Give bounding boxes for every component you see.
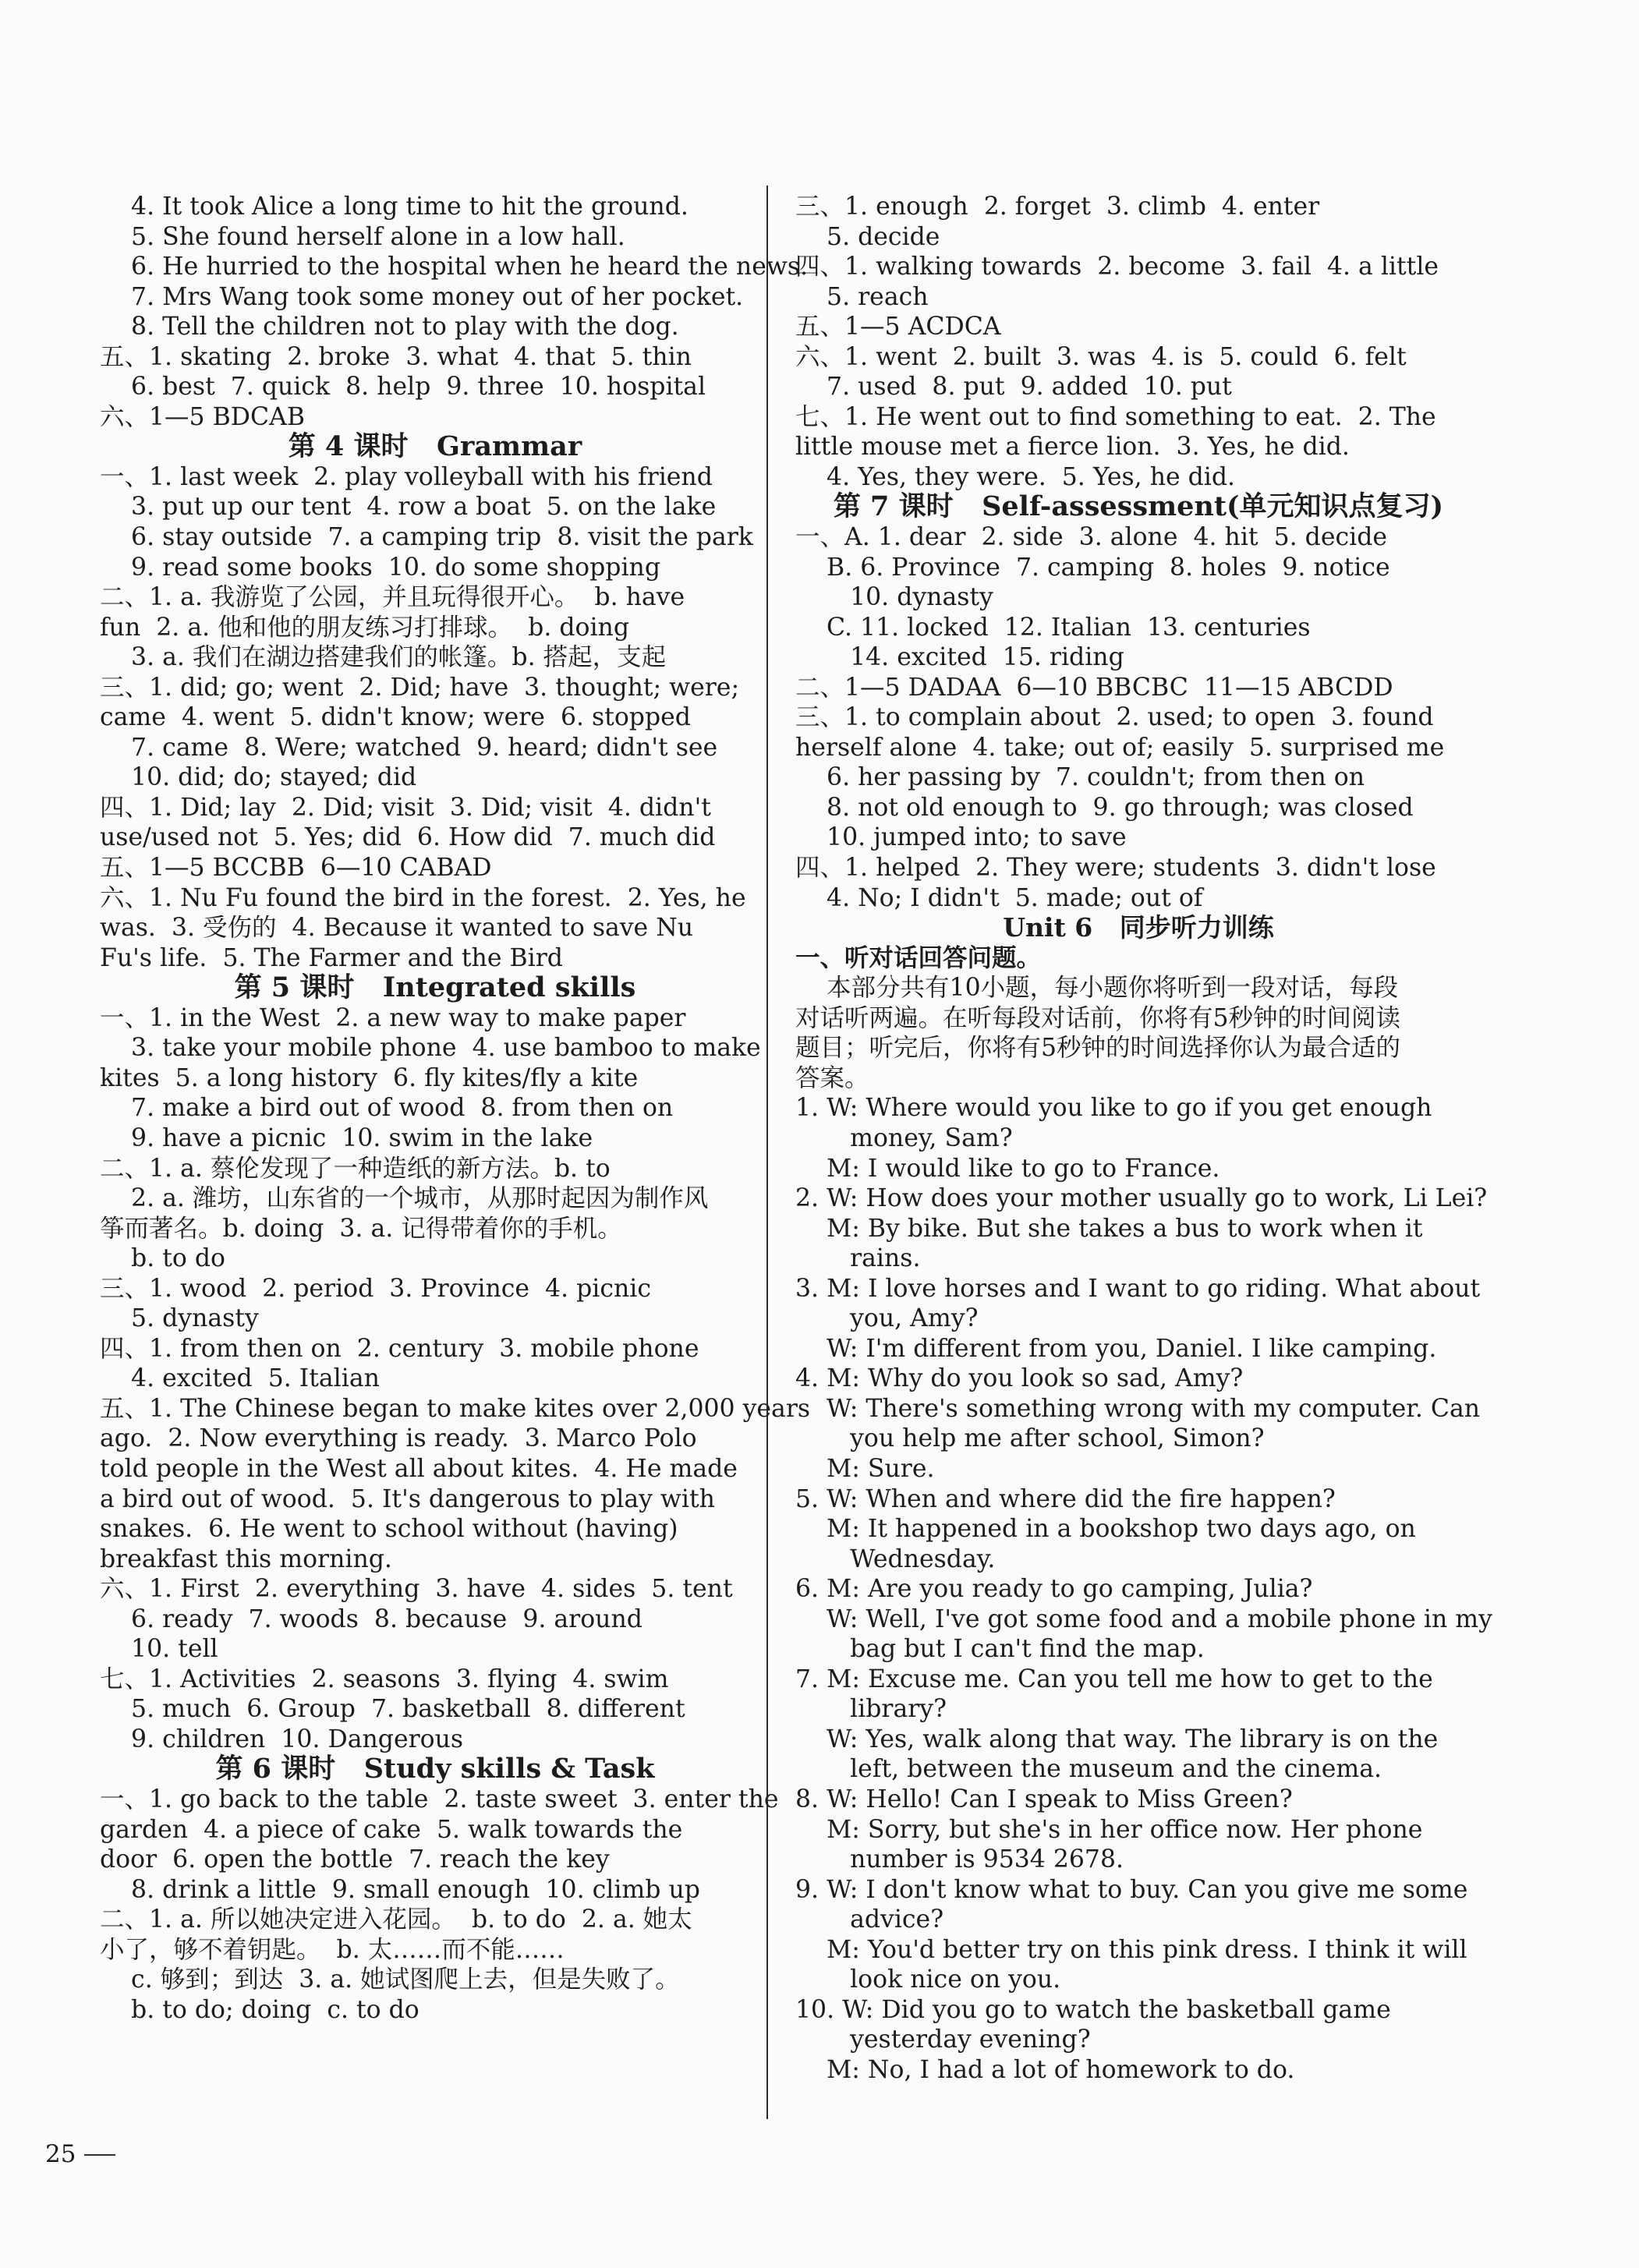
answer-line: you, Amy? bbox=[795, 1304, 979, 1333]
section-heading: 第 5 课时 Integrated skills bbox=[234, 971, 636, 1004]
answer-line: 一、听对话回答问题。 bbox=[795, 943, 1042, 972]
answer-line: 一、A. 1. dear 2. side 3. alone 4. hit 5. decide bbox=[795, 523, 1387, 552]
answer-line: 二、1. a. 所以她决定进入花园。 b. to do 2. a. 她太 bbox=[100, 1905, 692, 1934]
answer-line: 1. W: Where would you like to go if you get enough bbox=[795, 1094, 1432, 1123]
answer-line: 8. not old enough to 9. go through; was closed bbox=[795, 793, 1414, 822]
answer-line: M: It happened in a bookshop two days ago, on bbox=[795, 1515, 1416, 1544]
answer-line: 8. W: Hello! Can I speak to Miss Green? bbox=[795, 1785, 1293, 1813]
answer-line: kites 5. a long history 6. fly kites/fly a kite bbox=[100, 1063, 639, 1092]
answer-line: 三、1. wood 2. period 3. Province 4. picnic bbox=[100, 1274, 652, 1303]
answer-line: 7. make a bird out of wood 8. from then on bbox=[100, 1094, 674, 1123]
left-answer-column bbox=[100, 192, 811, 2025]
answer-line: 四、1. Did; lay 2. Did; visit 3. Did; visit 4. didn't bbox=[100, 793, 711, 822]
answer-line: 6. her passing by 7. couldn't; from then on bbox=[795, 763, 1365, 792]
answer-line: breakfast this morning. bbox=[100, 1544, 392, 1573]
answer-line: 二、1. a. 我游览了公园，并且玩得很开心。 b. have bbox=[100, 583, 685, 612]
answer-line: 二、1. a. 蔡伦发现了一种造纸的新方法。b. to bbox=[100, 1154, 611, 1183]
right-answer-column bbox=[795, 192, 1492, 2085]
answer-line: Wednesday. bbox=[795, 1544, 996, 1573]
answer-line: fun 2. a. 他和他的朋友练习打排球。 b. doing bbox=[100, 613, 630, 642]
answer-line: 6. ready 7. woods 8. because 9. around bbox=[100, 1605, 643, 1633]
answer-line: W: There's something wrong with my computer. Can bbox=[795, 1394, 1481, 1423]
answer-line: a bird out of wood. 5. It's dangerous to play with bbox=[100, 1484, 715, 1513]
answer-line: 四、1. helped 2. They were; students 3. didn't lose bbox=[795, 854, 1436, 883]
answer-line: 本部分共有10小题，每小题你将听到一段对话，每段 bbox=[795, 974, 1399, 1003]
answer-line: 一、1. go back to the table 2. taste sweet 3. enter the bbox=[100, 1785, 779, 1813]
answer-line: M: You'd better try on this pink dress. I think it will bbox=[795, 1935, 1467, 1964]
answer-line: 10. did; do; stayed; did bbox=[100, 763, 417, 792]
answer-line: 7. came 8. Were; watched 9. heard; didn't see bbox=[100, 733, 718, 762]
answer-line: c. 够到；到达 3. a. 她试图爬上去，但是失败了。 bbox=[100, 1965, 680, 1994]
answer-line: 14. excited 15. riding bbox=[795, 643, 1124, 672]
answer-line: garden 4. a piece of cake 5. walk towards the bbox=[100, 1815, 683, 1844]
answer-line: M: By bike. But she takes a bus to work when it bbox=[795, 1214, 1423, 1243]
answer-line: 4. No; I didn't 5. made; out of bbox=[795, 883, 1203, 912]
answer-line: 题目；听完后，你将有5秒钟的时间选择你认为最合适的 bbox=[795, 1034, 1401, 1063]
answer-line: 4. Yes, they were. 5. Yes, he did. bbox=[795, 462, 1236, 491]
answer-line: 5. She found herself alone in a low hall. bbox=[100, 222, 625, 251]
answer-line: 四、1. from then on 2. century 3. mobile phone bbox=[100, 1334, 699, 1363]
answer-line: look nice on you. bbox=[795, 1965, 1061, 1994]
answer-line: M: No, I had a lot of homework to do. bbox=[795, 2055, 1295, 2084]
answer-line: number is 9534 2678. bbox=[795, 1845, 1124, 1874]
answer-line: C. 11. locked 12. Italian 13. centuries bbox=[795, 613, 1311, 642]
answer-line: 10. tell bbox=[100, 1635, 218, 1664]
answer-line: M: Sure. bbox=[795, 1454, 935, 1483]
answer-line: 6. He hurried to the hospital when he heard the news. bbox=[100, 253, 808, 281]
answer-line: 小了，够不着钥匙。 b. 太……而不能…… bbox=[100, 1935, 565, 1964]
answer-line: door 6. open the bottle 7. reach the key bbox=[100, 1845, 610, 1874]
answer-line: M: Sorry, but she's in her office now. Her phone bbox=[795, 1815, 1423, 1844]
answer-line: 六、1. Nu Fu found the bird in the forest. 2. Yes, he bbox=[100, 883, 746, 912]
column-divider bbox=[766, 186, 768, 2119]
answer-line: 五、1. The Chinese began to make kites over 2,000 years bbox=[100, 1394, 811, 1423]
answer-line: ago. 2. Now everything is ready. 3. Marco Polo bbox=[100, 1424, 697, 1453]
answer-line: 一、1. in the West 2. a new way to make paper bbox=[100, 1003, 686, 1032]
answer-line: 三、1. enough 2. forget 3. climb 4. enter bbox=[795, 193, 1320, 221]
answer-line: came 4. went 5. didn't know; were 6. stopped bbox=[100, 703, 691, 732]
answer-line: b. to do; doing c. to do bbox=[100, 1995, 419, 2024]
answer-line: 七、1. Activities 2. seasons 3. flying 4. swim bbox=[100, 1665, 669, 1693]
answer-line: M: I would like to go to France. bbox=[795, 1154, 1220, 1183]
answer-line: 六、1. First 2. everything 3. have 4. sides 5. tent bbox=[100, 1575, 733, 1604]
answer-line: 五、1—5 BCCBB 6—10 CABAD bbox=[100, 854, 492, 883]
answer-line: 三、1. to complain about 2. used; to open 3. found bbox=[795, 703, 1434, 732]
section-heading: 第 6 课时 Study skills & Task bbox=[215, 1753, 655, 1785]
answer-line: 3. take your mobile phone 4. use bamboo to make bbox=[100, 1034, 761, 1063]
answer-line: B. 6. Province 7. camping 8. holes 9. notice bbox=[795, 553, 1390, 582]
answer-line: left, between the museum and the cinema. bbox=[795, 1755, 1382, 1784]
answer-line: use/used not 5. Yes; did 6. How did 7. much did bbox=[100, 823, 716, 852]
answer-line: 8. Tell the children not to play with the dog. bbox=[100, 313, 679, 341]
answer-line: 三、1. did; go; went 2. Did; have 3. thought; were; bbox=[100, 673, 740, 702]
answer-line: you help me after school, Simon? bbox=[795, 1424, 1265, 1453]
answer-line: told people in the West all about kites. 4. He made bbox=[100, 1454, 738, 1483]
answer-line: 6. M: Are you ready to go camping, Julia? bbox=[795, 1575, 1313, 1604]
answer-line: 五、1. skating 2. broke 3. what 4. that 5. thin bbox=[100, 342, 692, 371]
answer-line: 5. reach bbox=[795, 282, 929, 311]
section-heading: 第 4 课时 Grammar bbox=[288, 430, 582, 463]
answer-line: yesterday evening? bbox=[795, 2026, 1091, 2054]
answer-line: snakes. 6. He went to school without (having) bbox=[100, 1515, 678, 1544]
answer-line: 8. drink a little 9. small enough 10. climb up bbox=[100, 1875, 700, 1904]
answer-line: little mouse met a fierce lion. 3. Yes, he did. bbox=[795, 433, 1350, 462]
answer-line: 7. Mrs Wang took some money out of her pocket. bbox=[100, 282, 744, 311]
answer-line: 3. put up our tent 4. row a boat 5. on the lake bbox=[100, 493, 717, 522]
answer-line: 7. used 8. put 9. added 10. put bbox=[795, 373, 1232, 402]
answer-line: 3. a. 我们在湖边搭建我们的帐篷。b. 搭起，支起 bbox=[100, 643, 667, 672]
answer-line: Fu's life. 5. The Farmer and the Bird bbox=[100, 943, 563, 972]
section-heading: 第 7 课时 Self-assessment(单元知识点复习) bbox=[833, 490, 1444, 523]
answer-line: advice? bbox=[795, 1905, 944, 1934]
answer-line: 4. It took Alice a long time to hit the ground. bbox=[100, 193, 689, 221]
answer-line: bag but I can't find the map. bbox=[795, 1635, 1205, 1664]
answer-line: herself alone 4. take; out of; easily 5. surprised me bbox=[795, 733, 1445, 762]
answer-line: W: Yes, walk along that way. The library is on the bbox=[795, 1725, 1439, 1753]
answer-line: 2. a. 潍坊，山东省的一个城市，从那时起因为制作风 bbox=[100, 1184, 709, 1213]
page-number: 25 bbox=[45, 2140, 76, 2168]
answer-line: rains. bbox=[795, 1244, 921, 1273]
answer-line: 5. W: When and where did the fire happen? bbox=[795, 1484, 1336, 1513]
answer-line: W: Well, I've got some food and a mobile phone in my bbox=[795, 1605, 1492, 1633]
answer-line: 10. dynasty bbox=[795, 583, 993, 612]
answer-line: b. to do bbox=[100, 1244, 226, 1273]
answer-line: 六、1—5 BDCAB bbox=[100, 402, 305, 431]
answer-line: money, Sam? bbox=[795, 1123, 1013, 1152]
answer-line: 10. jumped into; to save bbox=[795, 823, 1127, 852]
answer-line: 4. excited 5. Italian bbox=[100, 1364, 380, 1393]
answer-line: W: I'm different from you, Daniel. I like camping. bbox=[795, 1334, 1437, 1363]
answer-line: 9. read some books 10. do some shopping bbox=[100, 553, 660, 582]
answer-line: was. 3. 受伤的 4. Because it wanted to save Nu bbox=[100, 914, 694, 943]
answer-line: 5. dynasty bbox=[100, 1304, 259, 1333]
answer-line: 9. W: I don't know what to buy. Can you give me some bbox=[795, 1875, 1468, 1904]
answer-line: 2. W: How does your mother usually go to work, Li Lei? bbox=[795, 1184, 1488, 1213]
answer-line: 7. M: Excuse me. Can you tell me how to get to the bbox=[795, 1665, 1433, 1693]
answer-line: 5. much 6. Group 7. basketball 8. different bbox=[100, 1695, 685, 1724]
answer-line: 一、1. last week 2. play volleyball with his friend bbox=[100, 462, 713, 491]
answer-line: 五、1—5 ACDCA bbox=[795, 313, 1001, 341]
answer-line: 六、1. went 2. built 3. was 4. is 5. could 6. felt bbox=[795, 342, 1407, 371]
answer-line: 6. best 7. quick 8. help 9. three 10. hospital bbox=[100, 373, 706, 402]
answer-line: 9. children 10. Dangerous bbox=[100, 1725, 464, 1753]
answer-line: 10. W: Did you go to watch the basketball game bbox=[795, 1995, 1391, 2024]
answer-line: 对话听两遍。在听每段对话前，你将有5秒钟的时间阅读 bbox=[795, 1003, 1401, 1032]
answer-line: library? bbox=[795, 1695, 947, 1724]
answer-line: 9. have a picnic 10. swim in the lake bbox=[100, 1123, 593, 1152]
answer-line: 七、1. He went out to find something to eat. 2. The bbox=[795, 402, 1436, 431]
answer-line: 6. stay outside 7. a camping trip 8. visit the park bbox=[100, 523, 753, 552]
answer-line: 答案。 bbox=[795, 1063, 869, 1092]
answer-line: 四、1. walking towards 2. become 3. fail 4. a little bbox=[795, 253, 1439, 281]
answer-line: 5. decide bbox=[795, 222, 940, 251]
answer-line: 4. M: Why do you look so sad, Amy? bbox=[795, 1364, 1244, 1393]
answer-line: 3. M: I love horses and I want to go riding. What about bbox=[795, 1274, 1481, 1303]
section-heading: Unit 6 同步听力训练 bbox=[1003, 912, 1274, 943]
answer-line: 筝而著名。b. doing 3. a. 记得带着你的手机。 bbox=[100, 1214, 622, 1243]
answer-line: 二、1—5 DADAA 6—10 BBCBC 11—15 ABCDD bbox=[795, 673, 1393, 702]
page-number-rule bbox=[84, 2154, 115, 2156]
